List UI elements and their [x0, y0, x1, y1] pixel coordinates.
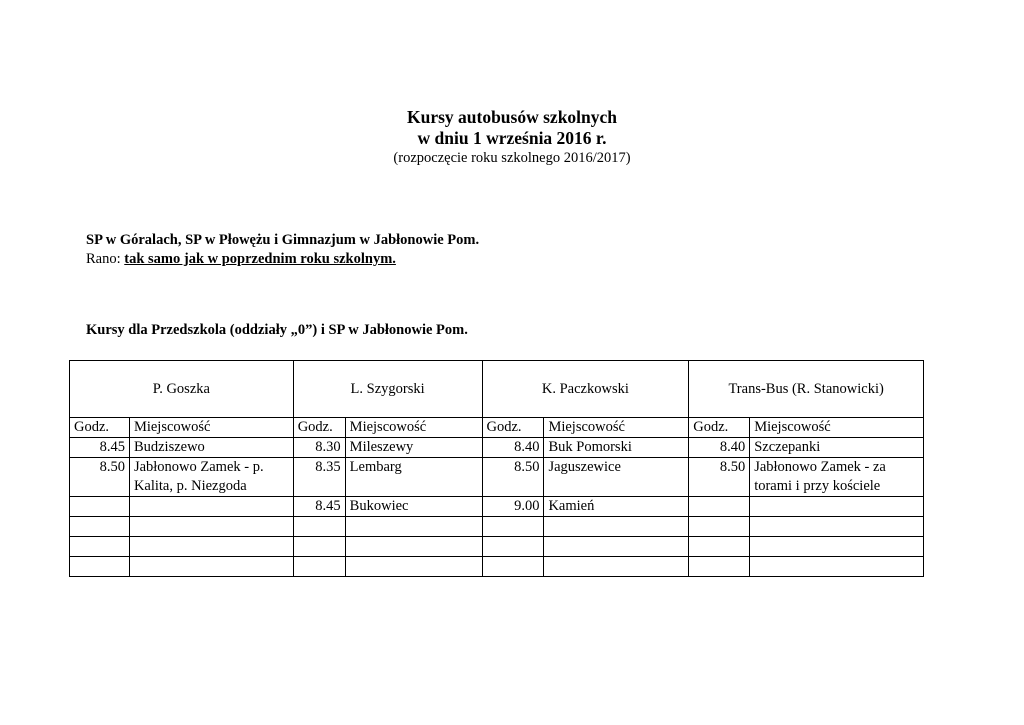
time-cell: 8.45: [70, 438, 130, 458]
col-header-time: Godz.: [293, 418, 345, 438]
table-row: [70, 497, 924, 517]
empty-cell: [482, 517, 544, 537]
place-cell: Mileszewy: [345, 438, 482, 458]
page-subtitle: (rozpoczęcie roku szkolnego 2016/2017): [393, 150, 631, 166]
place-cell: Buk Pomorski: [544, 438, 689, 458]
place-cell: Szczepanki: [750, 438, 924, 458]
empty-cell: [293, 537, 345, 557]
empty-cell: [345, 517, 482, 537]
time-cell: 8.50: [482, 458, 544, 497]
col-header-place: Miejscowość: [544, 418, 689, 438]
time-cell: 8.40: [482, 438, 544, 458]
empty-cell: [345, 537, 482, 557]
col-header-time: Godz.: [70, 418, 130, 438]
empty-row: [70, 517, 924, 537]
empty-cell: [750, 557, 924, 577]
time-cell: 8.45: [293, 497, 345, 517]
col-header-time: Godz.: [482, 418, 544, 438]
empty-cell: [345, 557, 482, 577]
empty-cell: [129, 537, 293, 557]
place-cell: [129, 497, 293, 517]
empty-cell: [293, 557, 345, 577]
time-cell: 8.30: [293, 438, 345, 458]
place-cell: Jabłonowo Zamek - p. Kalita, p. Niezgoda: [129, 458, 293, 497]
col-header-time: Godz.: [689, 418, 750, 438]
column-header-row: [70, 418, 924, 438]
time-cell: 8.40: [689, 438, 750, 458]
section1-heading: SP w Góralach, SP w Płowężu i Gimnazjum w Jabłonowie Pom.: [86, 232, 480, 248]
empty-cell: [482, 557, 544, 577]
empty-cell: [544, 537, 689, 557]
driver-header: P. Goszka: [70, 361, 294, 418]
empty-cell: [129, 557, 293, 577]
driver-header: L. Szygorski: [293, 361, 482, 418]
time-cell: [689, 497, 750, 517]
table-row: [70, 438, 924, 458]
title-block: [0, 107, 1024, 168]
col-header-place: Miejscowość: [345, 418, 482, 438]
empty-cell: [70, 517, 130, 537]
empty-cell: [544, 517, 689, 537]
driver-header: K. Paczkowski: [482, 361, 689, 418]
empty-cell: [750, 517, 924, 537]
time-cell: 8.50: [70, 458, 130, 497]
empty-cell: [544, 557, 689, 577]
col-header-place: Miejscowość: [750, 418, 924, 438]
place-cell: [750, 497, 924, 517]
page-date: w dniu 1 września 2016 r.: [417, 128, 607, 148]
time-cell: 8.50: [689, 458, 750, 497]
morning-note: tak samo jak w poprzednim roku szkolnym.: [124, 251, 396, 267]
place-cell: Lembarg: [345, 458, 482, 497]
place-cell: Budziszewo: [129, 438, 293, 458]
empty-cell: [689, 557, 750, 577]
empty-cell: [689, 517, 750, 537]
drivers-row: [70, 361, 924, 418]
empty-cell: [70, 537, 130, 557]
empty-cell: [750, 537, 924, 557]
place-cell: Bukowiec: [345, 497, 482, 517]
place-cell: Jabłonowo Zamek - za torami i przy kościele: [750, 458, 924, 497]
empty-row: [70, 537, 924, 557]
col-header-place: Miejscowość: [129, 418, 293, 438]
empty-cell: [482, 537, 544, 557]
section2-heading: Kursy dla Przedszkola (oddziały „0”) i SP w Jabłonowie Pom.: [86, 322, 468, 338]
empty-cell: [293, 517, 345, 537]
place-cell: Kamień: [544, 497, 689, 517]
table-row: [70, 458, 924, 497]
time-cell: [70, 497, 130, 517]
driver-header: Trans-Bus (R. Stanowicki): [689, 361, 924, 418]
place-cell: Jaguszewice: [544, 458, 689, 497]
empty-cell: [129, 517, 293, 537]
time-cell: 8.35: [293, 458, 345, 497]
section1-line: [86, 250, 479, 269]
empty-cell: [70, 557, 130, 577]
time-cell: 9.00: [482, 497, 544, 517]
morning-label: Rano:: [86, 251, 121, 267]
page-title: Kursy autobusów szkolnych: [406, 107, 618, 127]
empty-row: [70, 557, 924, 577]
empty-cell: [689, 537, 750, 557]
schedule-table: [69, 360, 924, 577]
section-morning: [86, 231, 479, 269]
